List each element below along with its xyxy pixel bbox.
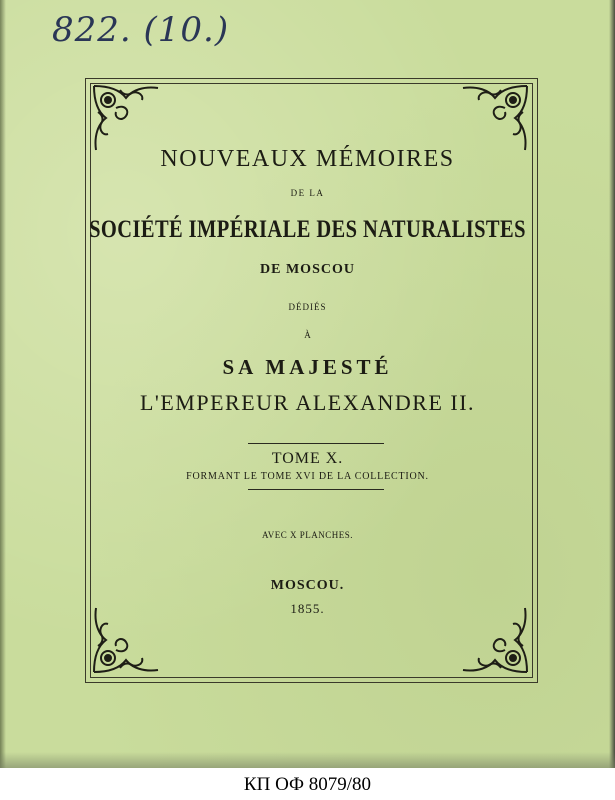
title-de-la: DE LA	[290, 188, 325, 198]
handwritten-inventory-number: 822. (10.)	[52, 10, 230, 50]
society-name: SOCIÉTÉ IMPÉRIALE DES NATURALISTES	[89, 216, 526, 243]
volume-tome: TOME X.	[271, 450, 344, 467]
cover-bottom-edge	[0, 752, 615, 768]
spine-shadow	[0, 0, 6, 768]
dedication-dedies: DÉDIÉS	[288, 302, 327, 312]
cover-edge	[609, 0, 615, 768]
catalog-caption: КП ОФ 8079/80	[243, 774, 372, 795]
dedication-a: À	[304, 330, 311, 340]
volume-formant: FORMANT LE TOME XVI DE LA COLLECTION.	[186, 471, 429, 482]
title-de-moscou: DE MOSCOU	[260, 262, 355, 277]
imprint-city: MOSCOU.	[270, 578, 345, 593]
plates-note: AVEC X PLANCHES.	[261, 530, 354, 540]
corner-ornament-top-left-icon	[90, 82, 162, 154]
dedication-emperor: L'EMPEREUR ALEXANDRE II.	[139, 390, 476, 415]
dedication-sa-majeste: SA MAJESTÉ	[222, 355, 393, 379]
rule-below-tome	[248, 489, 384, 490]
main-title: NOUVEAUX MÉMOIRES	[160, 146, 455, 172]
imprint-year: 1855.	[290, 601, 325, 616]
corner-ornament-top-right-icon	[459, 82, 531, 154]
rule-above-tome	[248, 443, 384, 444]
